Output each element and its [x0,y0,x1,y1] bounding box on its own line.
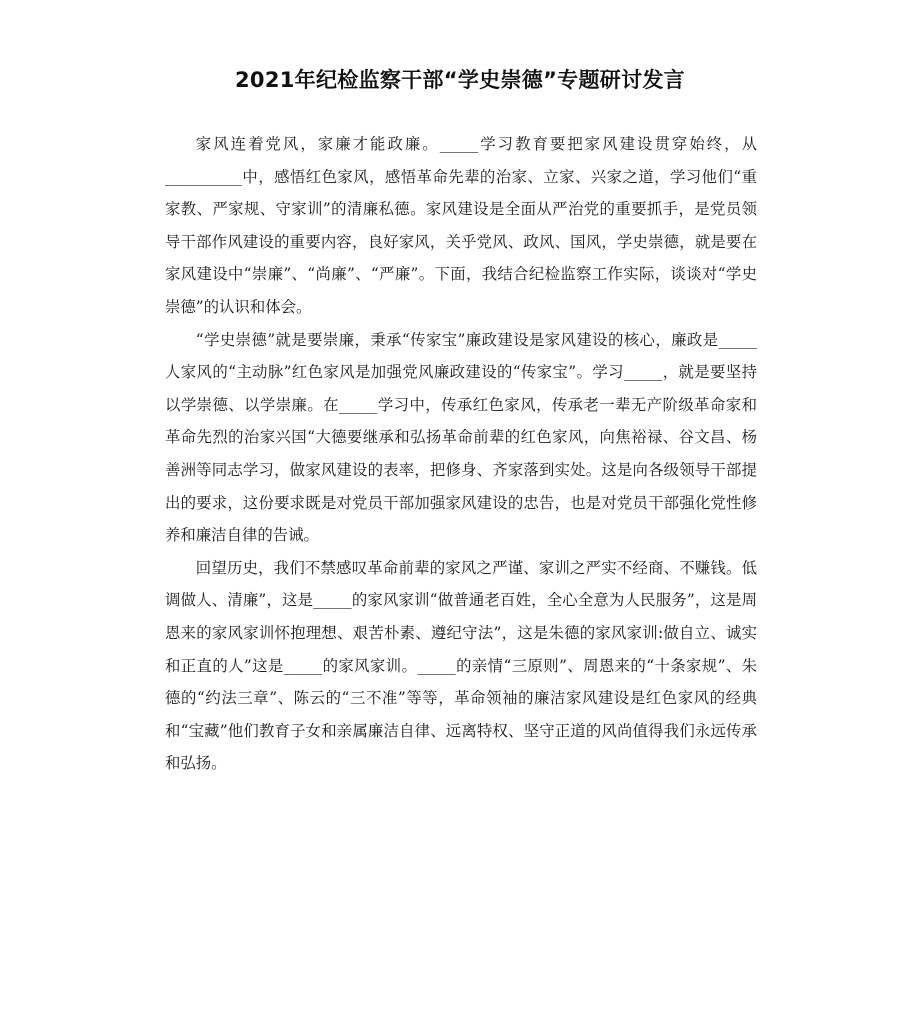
paragraph-1: 家风连着党风，家廉才能政廉。_____学习教育要把家风建设贯穿始终，从__________中，感悟红色家风，感悟革命先辈的治家、立家、兴家之道，学习他们“重家教、严家规、守家训”的清廉私德。家风建设是全面从严治党的重要抓手，是党员领导干部作风建设的重要内容，良好家风，关乎党风、政风、国风，学史崇德，就是要在家风建设中“崇廉”、“尚廉”、“严廉”。下面，我结合纪检监察工作实际，谈谈对“学史崇德”的认识和体会。 [165,135,757,316]
document-body [165,128,757,780]
paragraph-3: 回望历史，我们不禁感叹革命前辈的家风之严谨、家训之严实不经商、不赚钱。低调做人、清廉”，这是_____的家风家训“做普通老百姓，全心全意为人民服务”，这是周恩来的家风家训怀抱理想、艰苦朴素、遵纪守法”，这是朱德的家风家训:做自立、诚实和正直的人”这是_____的家风家训。_____的亲情“三原则”、周恩来的“十条家规”、朱德的“约法三章”、陈云的“三不准”等等，革命领袖的廉洁家风建设是红色家风的经典和“宝藏”他们教育子女和亲属廉洁自律、远离特权、坚守正道的风尚值得我们永远传承和弘扬。 [165,558,757,773]
document-title: 2021年纪检监察干部“学史崇德”专题研讨发言 [235,68,685,92]
paragraph-2: “学史崇德”就是要崇廉，秉承“传家宝”廉政建设是家风建设的核心，廉政是_____人家风的“主动脉”红色家风是加强党风廉政建设的“传家宝”。学习_____，就是要坚持以学崇德、以学崇廉。在_____学习中，传承红色家风，传承老一辈无产阶级革命家和革命先烈的治家兴国“大德要继承和弘扬革命前辈的红色家风，向焦裕禄、谷文昌、杨善洲等同志学习，做家风建设的表率，把修身、齐家落到实处。这是向各级领导干部提出的要求，这份要求既是对党员干部加强家风建设的忠告，也是对党员干部强化党性修养和廉洁自律的告诫。 [165,330,757,545]
